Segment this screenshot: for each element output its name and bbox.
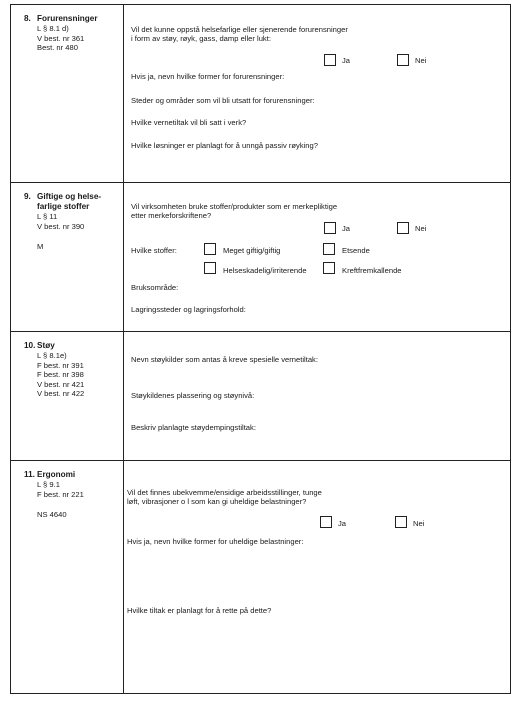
reference: V best. nr 361: [37, 33, 85, 43]
question-main: [131, 202, 337, 220]
reference: V best. nr 422: [37, 389, 85, 399]
question-noise-placement: Støykildenes plassering og støynivå:: [131, 391, 255, 400]
toxic-label: Meget giftig/giftig: [223, 246, 281, 255]
question-strain-forms: Hvis ja, nevn hvilke former for uheldige belastninger:: [127, 537, 304, 546]
reference: F best. nr 398: [37, 370, 84, 380]
section-11-ergonomi: [10, 460, 511, 694]
question-measures: Hvilke vernetiltak vil bli satt i verk?: [131, 118, 247, 127]
section-number: 11.: [24, 470, 35, 479]
no-checkbox[interactable]: [397, 222, 409, 234]
question-noise-dampening: Beskriv planlagte støydempingstiltak:: [131, 423, 256, 432]
reference: V best. nr 421: [37, 379, 85, 389]
section-number: 10.: [24, 341, 36, 350]
legal-references: [37, 212, 124, 231]
section-9-giftige-stoffer: [10, 182, 511, 331]
legal-references: [37, 351, 124, 399]
reference: F best. nr 391: [37, 360, 84, 370]
yes-checkbox[interactable]: [320, 516, 332, 528]
standard-reference: NS 4640: [37, 510, 67, 520]
section-number: 8.: [24, 14, 31, 23]
reference: Best. nr 480: [37, 43, 78, 53]
reference: L § 8.1e): [37, 351, 67, 360]
title-line: farlige stoffer: [37, 202, 90, 211]
question-storage: Lagringssteder og lagringsforhold:: [131, 305, 246, 314]
no-checkbox[interactable]: [395, 516, 407, 528]
section-10-header: [24, 341, 124, 399]
no-checkbox[interactable]: [397, 54, 409, 66]
question-line: etter merkeforskriftene?: [131, 211, 212, 221]
question-line: Vil det finnes ubekvemme/ensidige arbeidsstillinger, tunge: [127, 488, 322, 497]
reference: L § 9.1: [37, 480, 60, 489]
reference: L § 11: [37, 212, 58, 221]
question-passive-smoking: Hvilke løsninger er planlagt for å unngå passiv røyking?: [131, 141, 318, 150]
question-places: Steder og områder som vil bli utsatt for forurensninger:: [131, 96, 315, 105]
question-line: Vil virksomheten bruke stoffer/produkter som er merkepliktige: [131, 202, 338, 211]
substances-label: Hvilke stoffer:: [131, 246, 177, 255]
section-11-header: [24, 470, 124, 519]
no-label: Nei: [415, 224, 427, 233]
corrosive-label: Etsende: [342, 246, 370, 255]
yes-checkbox[interactable]: [324, 222, 336, 234]
reference: V best. nr 390: [37, 221, 85, 231]
yes-label: Ja: [338, 519, 347, 528]
question-line: løft, vibrasjoner o l som kan gi uheldige belastninger?: [127, 497, 307, 507]
yes-label: Ja: [342, 56, 351, 65]
question-main: [127, 488, 322, 506]
section-title: Forurensninger: [37, 14, 98, 23]
question-line: i form av støy, røyk, gass, damp eller lukt:: [131, 34, 271, 44]
question-main: [131, 25, 348, 43]
question-usage-area: Bruksområde:: [131, 283, 179, 292]
question-line: Vil det kunne oppstå helsefarlige eller sjenerende forurensninger: [131, 25, 348, 34]
title-line: Giftige og helse-: [37, 192, 102, 201]
question-noise-sources: Nevn støykilder som antas å kreve spesielle vernetiltak:: [131, 355, 318, 364]
section-title: Ergonomi: [37, 470, 76, 479]
no-label: Nei: [413, 519, 425, 528]
no-label: Nei: [415, 56, 427, 65]
yes-checkbox[interactable]: [324, 54, 336, 66]
section-number: 9.: [24, 192, 31, 201]
question-forms: Hvis ja, nevn hvilke former for forurensninger:: [131, 72, 285, 81]
legal-references: [37, 480, 124, 499]
section-9-header: [24, 192, 124, 251]
section-title: Støy: [37, 341, 55, 350]
section-8-forurensninger: [10, 4, 511, 182]
yes-label: Ja: [342, 224, 351, 233]
corrosive-checkbox[interactable]: [323, 243, 335, 255]
section-title: [37, 192, 101, 212]
reference: F best. nr 221: [37, 489, 84, 499]
harmful-checkbox[interactable]: [204, 262, 216, 274]
carcinogenic-checkbox[interactable]: [323, 262, 335, 274]
section-10-stoy: [10, 331, 511, 460]
section-8-header: [24, 14, 124, 53]
carcinogenic-label: Kreftfremkallende: [342, 266, 402, 275]
legal-references: [37, 24, 124, 53]
marking: M: [37, 242, 44, 252]
question-measures: Hvilke tiltak er planlagt for å rette på dette?: [127, 606, 272, 615]
harmful-label: Helseskadelig/irriterende: [223, 266, 307, 275]
toxic-checkbox[interactable]: [204, 243, 216, 255]
reference: L § 8.1 d): [37, 24, 69, 33]
